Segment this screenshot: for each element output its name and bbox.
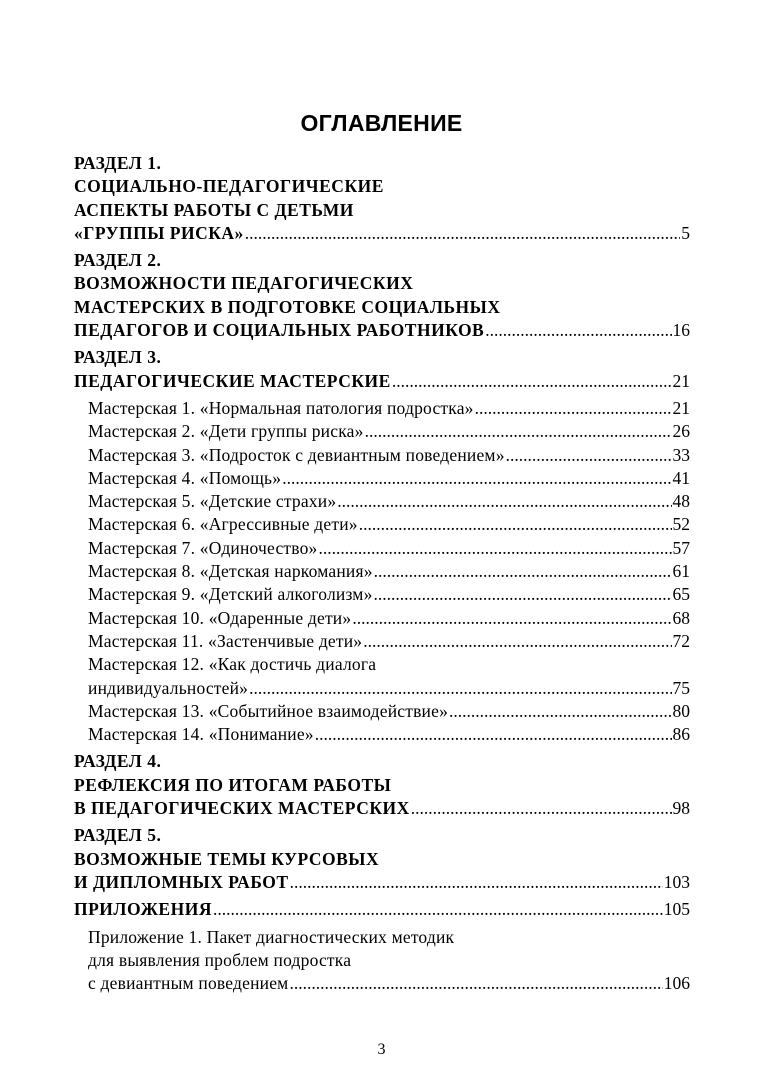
dot-leader	[289, 972, 662, 995]
toc-section-3[interactable]	[74, 346, 690, 393]
page-ref: 21	[672, 397, 690, 418]
section-title-line: ВОЗМОЖНОСТИ ПЕДАГОГИЧЕСКИХ	[74, 273, 414, 294]
section-title-last-line	[74, 222, 690, 245]
section-title-last-line	[74, 797, 690, 820]
page-ref: 65	[672, 584, 690, 605]
page-ref: 57	[672, 537, 690, 558]
section-title-text: ПРИЛОЖЕНИЯ	[74, 899, 212, 920]
dot-leader	[249, 677, 671, 700]
toc-entry-appendix-1[interactable]	[88, 972, 690, 995]
workshop-list	[74, 397, 690, 746]
section-title-line: АСПЕКТЫ РАБОТЫ С ДЕТЬМИ	[74, 199, 354, 220]
dot-leader	[213, 898, 663, 921]
page-ref: 103	[663, 871, 690, 892]
dot-leader	[449, 700, 671, 723]
entry-title: Мастерская 3. «Подросток с девиантным поведением»	[88, 444, 505, 465]
page-ref: 21	[672, 370, 690, 391]
section-title-last-line	[74, 871, 690, 894]
page-ref: 72	[672, 630, 690, 651]
dot-leader	[319, 537, 672, 560]
toc-entry-workshop-3[interactable]	[88, 444, 690, 467]
page-ref: 26	[672, 421, 690, 442]
entry-title: Мастерская 11. «Застенчивые дети»	[88, 630, 363, 651]
toc-section-1[interactable]	[74, 152, 690, 245]
section-heading: РАЗДЕЛ 3.	[74, 347, 162, 368]
page-title: ОГЛАВЛЕНИЕ	[300, 110, 463, 136]
section-heading: РАЗДЕЛ 2.	[74, 250, 162, 271]
page-ref: 106	[663, 973, 690, 994]
section-title-text: ПЕДАГОГОВ И СОЦИАЛЬНЫХ РАБОТНИКОВ	[74, 320, 485, 341]
section-heading: РАЗДЕЛ 4.	[74, 751, 162, 772]
page-ref: 61	[672, 561, 690, 582]
section-heading: РАЗДЕЛ 1.	[74, 153, 162, 173]
entry-title: Мастерская 6. «Агрессивные дети»	[88, 514, 358, 535]
entry-title: Мастерская 14. «Понимание»	[88, 724, 314, 745]
entry-title: Мастерская 7. «Одиночество»	[88, 537, 318, 558]
dot-leader	[315, 723, 672, 746]
section-title-text: И ДИПЛОМНЫХ РАБОТ	[74, 871, 289, 892]
section-title-line: МАСТЕРСКИХ В ПОДГОТОВКЕ СОЦИАЛЬНЫХ	[74, 296, 501, 317]
page-ref: 5	[681, 222, 690, 243]
section-title-last-line	[74, 319, 690, 342]
section-title-text: ПЕДАГОГИЧЕСКИЕ МАСТЕРСКИЕ	[74, 370, 391, 391]
dot-leader	[352, 607, 671, 630]
entry-title: с девиантным поведением	[88, 973, 289, 994]
toc-entry-workshop-11[interactable]	[88, 630, 690, 653]
dot-leader	[337, 490, 671, 513]
dot-leader	[374, 583, 672, 606]
toc-entry-workshop-2[interactable]	[88, 420, 690, 443]
page-ref: 105	[663, 899, 690, 920]
entry-title: Мастерская 10. «Одаренные дети»	[88, 607, 352, 628]
toc-section-5[interactable]	[74, 824, 690, 894]
dot-leader	[359, 513, 672, 536]
dot-leader	[506, 444, 672, 467]
section-heading: РАЗДЕЛ 5.	[74, 825, 162, 846]
dot-leader	[485, 319, 671, 342]
entry-title: индивидуальностей»	[88, 677, 249, 698]
entry-title: Мастерская 9. «Детский алкоголизм»	[88, 584, 373, 605]
page-ref: 80	[672, 700, 690, 721]
page-ref: 75	[672, 677, 690, 698]
entry-title: Мастерская 2. «Дети группы риска»	[88, 421, 364, 442]
toc-entry-workshop-7[interactable]	[88, 537, 690, 560]
toc-appendices[interactable]	[74, 898, 690, 921]
dot-leader	[363, 630, 671, 653]
toc-entry-workshop-4[interactable]	[88, 467, 690, 490]
section-title-line: РЕФЛЕКСИЯ ПО ИТОГАМ РАБОТЫ	[74, 774, 392, 795]
toc-section-4[interactable]	[74, 750, 690, 820]
toc-entry-workshop-13[interactable]	[88, 700, 690, 723]
appendix-list	[74, 926, 690, 996]
page-ref: 86	[672, 724, 690, 745]
dot-leader	[365, 420, 672, 443]
page-number: 3	[377, 1041, 386, 1058]
toc-entry-workshop-1[interactable]	[88, 397, 690, 420]
entry-title: Мастерская 1. «Нормальная патология подростка»	[88, 397, 474, 418]
dot-leader	[282, 467, 671, 490]
page-ref: 41	[672, 467, 690, 488]
section-title-line: ВОЗМОЖНЫЕ ТЕМЫ КУРСОВЫХ	[74, 848, 380, 869]
toc-section-2[interactable]	[74, 249, 690, 342]
section-title-text: В ПЕДАГОГИЧЕСКИХ МАСТЕРСКИХ	[74, 798, 410, 819]
page-ref: 68	[672, 607, 690, 628]
dot-leader	[245, 222, 680, 245]
entry-title: Мастерская 5. «Детские страхи»	[88, 491, 337, 512]
entry-title: Мастерская 13. «Событийное взаимодействие»	[88, 700, 449, 721]
dot-leader	[475, 397, 672, 420]
dot-leader	[411, 797, 672, 820]
toc-entry-workshop-10[interactable]	[88, 607, 690, 630]
page-ref: 16	[672, 320, 690, 341]
section-title-last-line	[74, 898, 690, 921]
toc-entry-workshop-6[interactable]	[88, 513, 690, 536]
toc-entry-workshop-12[interactable]	[88, 677, 690, 700]
toc-entry-workshop-14[interactable]	[88, 723, 690, 746]
entry-title-line[interactable]: Мастерская 12. «Как достичь диалога	[88, 654, 377, 675]
section-title-text: «ГРУППЫ РИСКА»	[74, 222, 244, 243]
dot-leader	[290, 871, 663, 894]
page-ref: 48	[672, 491, 690, 512]
entry-title: Мастерская 4. «Помощь»	[88, 467, 282, 488]
toc-entry-workshop-8[interactable]	[88, 560, 690, 583]
section-title-line: СОЦИАЛЬНО-ПЕДАГОГИЧЕСКИЕ	[74, 176, 384, 197]
entry-title: Мастерская 8. «Детская наркомания»	[88, 561, 373, 582]
page-ref: 98	[672, 798, 690, 819]
entry-title-line[interactable]: Приложение 1. Пакет диагностических методик	[88, 926, 455, 947]
table-of-contents	[74, 152, 690, 995]
page-ref: 52	[672, 514, 690, 535]
toc-entry-workshop-9[interactable]	[88, 583, 690, 606]
page-ref: 33	[672, 444, 690, 465]
section-title-last-line	[74, 370, 690, 393]
toc-entry-workshop-5[interactable]	[88, 490, 690, 513]
dot-leader	[374, 560, 672, 583]
dot-leader	[392, 370, 672, 393]
entry-title-line[interactable]: для выявления проблем подростка	[88, 949, 352, 970]
